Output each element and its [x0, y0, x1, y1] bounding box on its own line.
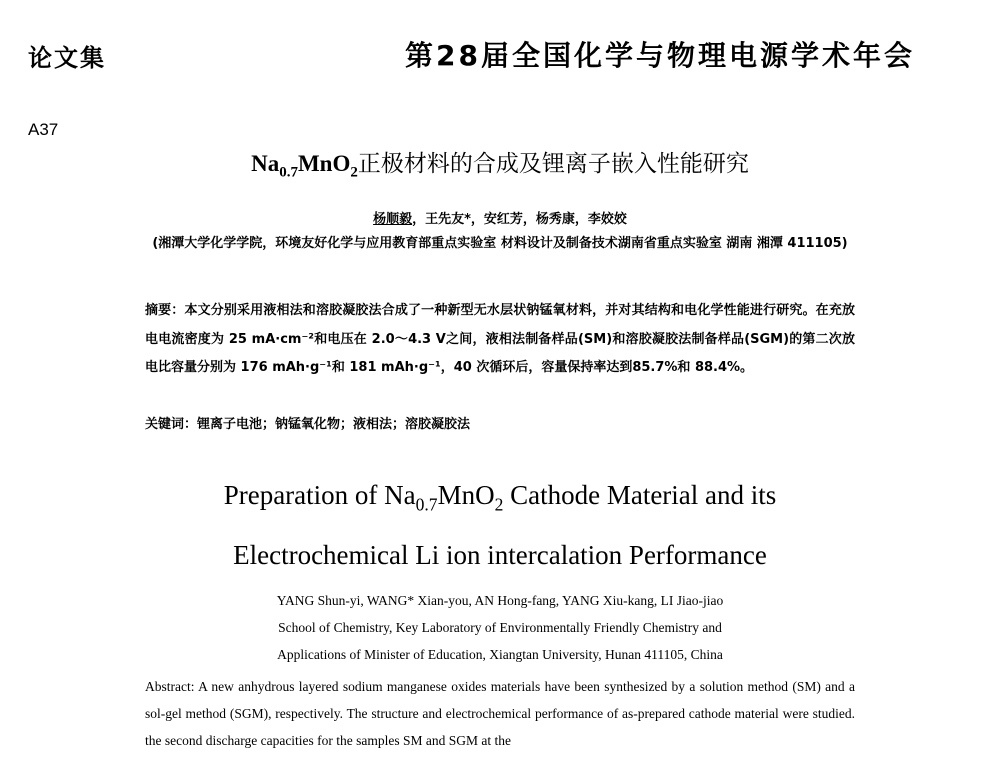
chinese-affiliation: (湘潭大学化学学院，环境友好化学与应用教育部重点实验室 材料设计及制备技术湖南省重点实验室 湖南 湘潭 411105) — [152, 236, 848, 251]
english-authors: YANG Shun-yi, WANG* Xian-you, AN Hong-fang, YANG Xiu-kang, LI Jiao-jiao — [276, 593, 724, 608]
title-formula-mno: MnO — [297, 151, 351, 176]
title-text: Cathode Material and its — [503, 480, 777, 510]
english-title-line2: Electrochemical Li ion intercalation Performance — [233, 540, 767, 571]
chinese-keywords: 关键词：锂离子电池；钠锰氧化物；液相法；溶胶凝胶法 — [145, 417, 471, 432]
title-text: MnO — [437, 480, 495, 510]
other-authors: ，王先友*，安红芳，杨秀康，李姣姣 — [412, 212, 627, 227]
english-abstract: Abstract: A new anhydrous layered sodium manganese oxides materials have been synthesized by a solution method (SM) and a sol-gel method (SGM), respectively. The structure and electrochemical performance of as-prepared cathode material were studied. the second discharge capacities for the samples SM and SGM at the — [145, 679, 855, 748]
first-author: 杨顺毅 — [373, 212, 413, 227]
chinese-title — [145, 145, 855, 182]
series-label: 论文集 — [28, 44, 106, 72]
title-sub: 0.7 — [415, 494, 438, 515]
english-title-line1 — [145, 470, 855, 530]
title-formula-na: Na — [251, 151, 280, 176]
paper-code: A37 — [28, 120, 59, 139]
title-sub: 0.7 — [279, 164, 298, 181]
title-text: Preparation of Na — [223, 480, 416, 510]
chinese-authors — [145, 208, 855, 227]
english-affiliation-line2: Applications of Minister of Education, Xiangtan University, Hunan 411105, China — [277, 647, 723, 662]
english-affiliation-line1: School of Chemistry, Key Laboratory of Environmentally Friendly Chemistry and — [278, 620, 722, 635]
chinese-abstract: 摘要：本文分别采用液相法和溶胶凝胶法合成了一种新型无水层状钠锰氧材料，并对其结构和电化学性能进行研究。在充放电电流密度为 25 mA·cm⁻²和电压在 2.0～4.3 V之间，液相法制备样品(SM)和溶胶凝胶法制备样品(SGM)的第二次放电比容量分别为 176 mAh·g⁻¹和 181 mAh·g⁻¹，40 次循环后，容量保持率达到85.7%和 88.4%。 — [145, 303, 855, 375]
title-text: 正极材料的合成及锂离子嵌入性能研究 — [357, 151, 749, 176]
title-sub: 2 — [350, 164, 358, 181]
conference-title: 第28届全国化学与物理电源学术年会 — [405, 39, 915, 72]
english-title — [145, 470, 855, 581]
title-sub: 2 — [494, 494, 504, 515]
